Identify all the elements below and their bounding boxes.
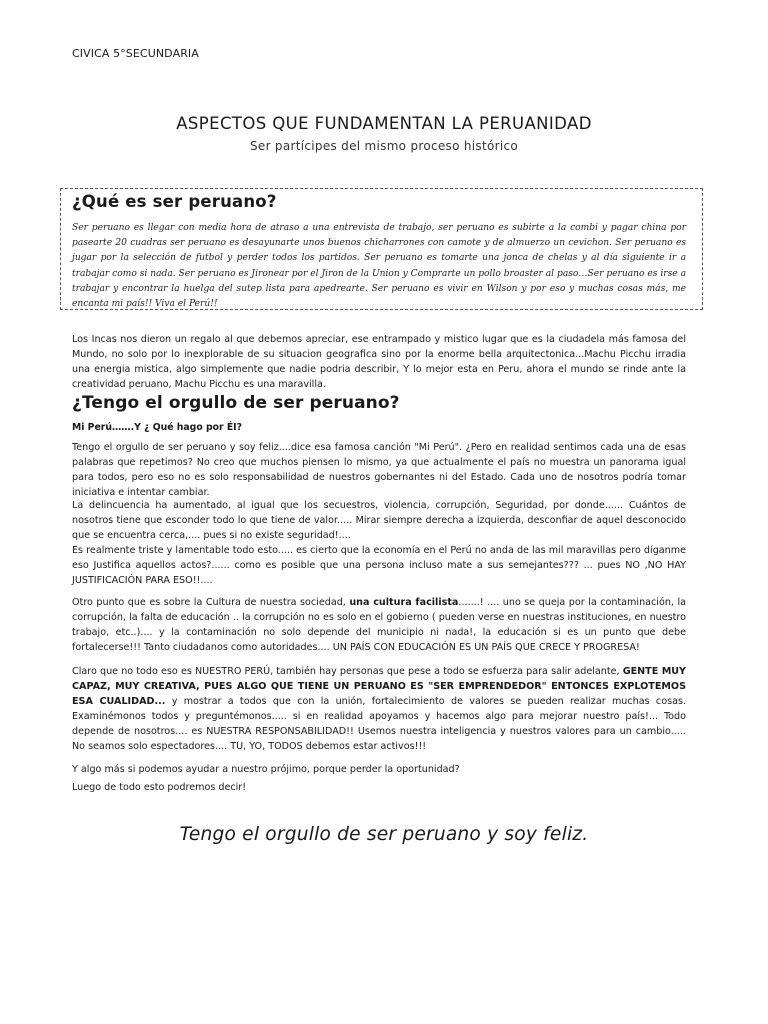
paragraph-4-end: .......! .... uno se queja por la contaminación, la corrupción, la falta de educación .. la corrupción no es solo en el gobierno ( pueden verse en nuestras instituciones, en nuestro trabajo, etc..).... y la contaminación no solo depende del municipio ni nada!, la educación si es un punto que debe fortalecerse!!! Tanto ciudadanos como autoridades.... UN PAÍS CON EDUCACIÓN ES UN PAÍS QUE CRECE Y PROGRESA!	[72, 597, 687, 653]
paragraph-6: Y algo más si podemos ayudar a nuestro prójimo, porque perder la oportunidad?	[72, 764, 460, 775]
course-label: CIVICA 5°SECUNDARIA	[72, 47, 199, 60]
box-heading: ¿Qué es ser peruano?	[72, 192, 277, 211]
intro-paragraph: Los Incas nos dieron un regalo al que debemos apreciar, ese entrampado y mistico lugar que es la ciudadela más famosa del Mundo, no solo por lo inexplorable de su situacion geografica sino por la enorme bella arquitectonica...Machu Picchu irradia una energia mistica, algo simplemente que nadie podria describir, Y lo mejor esta en Peru, ahora el mundo se rinde ante la creatividad peruano, Machu Picchu es una maravilla.	[72, 334, 686, 390]
paragraph-5	[72, 664, 686, 754]
paragraph-4	[72, 595, 686, 655]
section-heading: ¿Tengo el orgullo de ser peruano?	[72, 393, 400, 413]
paragraph-4-start: Otro punto que es sobre la Cultura de nuestra sociedad,	[72, 597, 350, 608]
document-subtitle: Ser partícipes del mismo proceso histórico	[249, 139, 519, 153]
paragraph-5-emphasis: GENTE MUY CAPAZ, MUY CREATIVA, PUES ALGO QUE TIENE UN PERUANO ES "SER EMPRENDEDOR" ENTONCES EXPLOTEMOS ESA CUALIDAD...	[72, 666, 686, 707]
box-text: Ser peruano es llegar con media hora de atraso a una entrevista de trabajo, ser peruano es subirte a la combi y pagar china por pasearte 20 cuadras ser peruano es desayunarte unos buenos chicharrones con camote y de almuerzo un cevichon. Ser peruano es jugar por la selección de futbol y perder todos los partidos. Ser peruano es tomarte una jonca de chelas y al día siguiente ir a trabajar como si nada. Ser peruano es Jironear por el Jiron de la Union y Comprarte un pollo broaster al paso…Ser peruano es irse a trabajar y encontrar la huelga del sutep lista para apedrearte. Ser peruano es vivir en Wilson y por eso y muchas cosas más, me encanta mi país!! Viva el Perú!!	[72, 223, 686, 310]
paragraph-2: La delincuencia ha aumentado, al igual que los secuestros, violencia, corrupción, Seguridad, por donde...... Cuántos de nosotros tiene que esconder todo lo que tiene de valor..... Mirar siempre derecha a izquierda, desconfiar de aquel desconocido que se encuentra cerca,.... pues si no existe seguridad!....	[72, 500, 686, 541]
paragraph-3: Es realmente triste y lamentable todo esto..... es cierto que la economía en el Perú no anda de las mil maravillas pero díganme eso Justifica aquellos actos?...... como es posible que una persona incluso mate a sus semejantes??? ... pues NO ,NO HAY JUSTIFICACIÓN PARA ESO!!....	[72, 545, 686, 586]
paragraph-5-start: Claro que no todo eso es NUESTRO PERÚ, también hay personas que pese a todo se esfuerza para salir adelante,	[72, 666, 623, 677]
document-title: ASPECTOS QUE FUNDAMENTAN LA PERUANIDAD	[176, 114, 592, 133]
closing-statement: Tengo el orgullo de ser peruano y soy feliz.	[179, 824, 589, 845]
paragraph-4-emphasis: una cultura facilista	[349, 597, 459, 608]
section-subhead: Mi Perú…….Y ¿ Qué hago por ÉI?	[72, 422, 243, 433]
paragraph-1: Tengo el orgullo de ser peruano y soy feliz....dice esa famosa canción "Mi Perú". ¿Pero en realidad sentimos cada una de esas palabras que repetimos? No creo que muchos piensen lo mismo, ya que actualmente el país no muestra un panorama igual para todos, pero eso no es solo responsabilidad de nuestros gobernantes ni del Estado. Cada uno de nosotros podría tomar iniciativa e intentar cambiar.	[72, 442, 686, 498]
paragraph-5-end: y mostrar a todos que con la unión, fortalecimiento de valores se pueden realizar muchas cosas. Examinémonos todos y preguntémonos..... si en realidad apoyamos y hacemos algo para mejorar nuestro país!... Todo depende de nosotros.... es NUESTRA RESPONSABILIDAD!! Usemos nuestra inteligencia y nuestros valores para un cambio..... No seamos solo espectadores.... TU, YO, TODOS debemos estar activos!!!	[72, 696, 686, 752]
paragraph-7: Luego de todo esto podremos decir!	[72, 782, 247, 793]
